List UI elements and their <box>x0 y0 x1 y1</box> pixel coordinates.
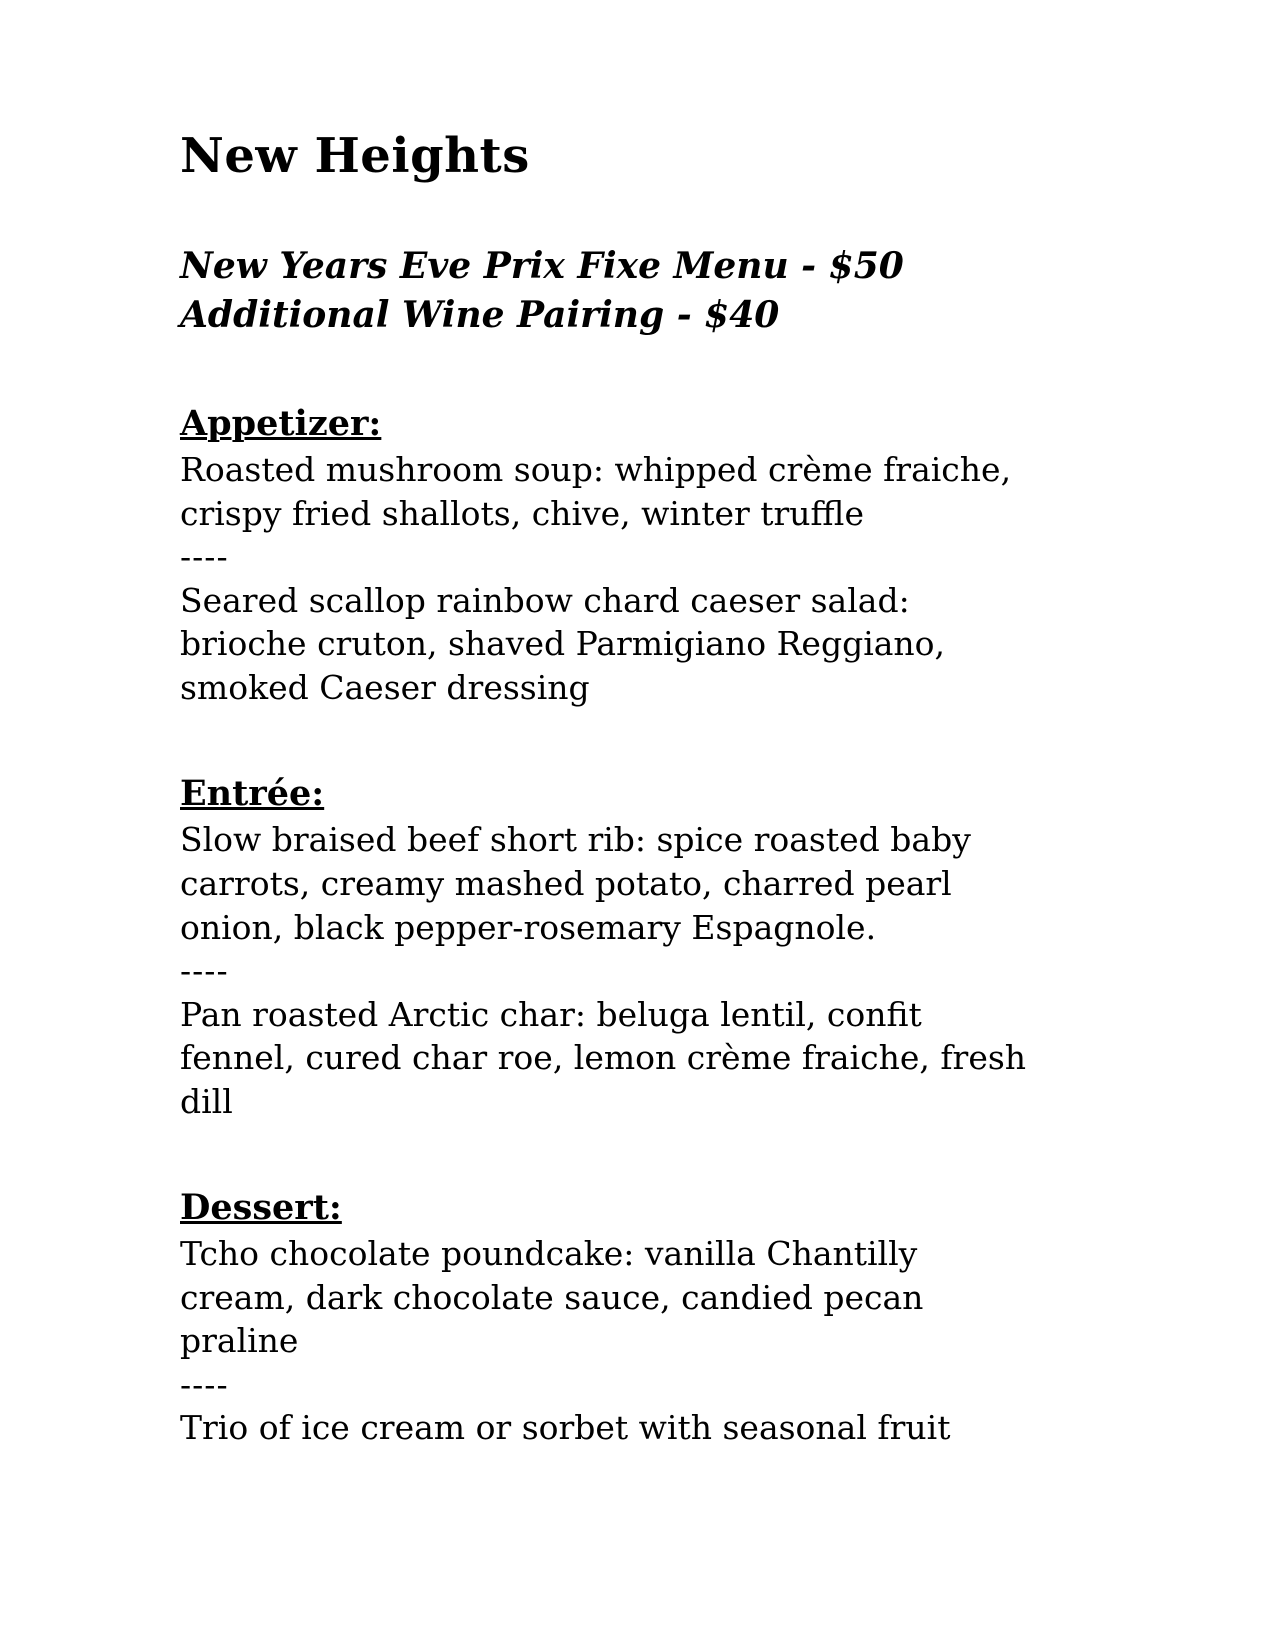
section-appetizer <box>180 403 1040 709</box>
menu-item-arctic-char: Pan roasted Arctic char: beluga lentil, confit fennel, cured char roe, lemon crème fraiche, fresh dill <box>180 994 1027 1121</box>
menu-item-chocolate-poundcake: Tcho chocolate poundcake: vanilla Chantilly cream, dark chocolate sauce, candied pecan praline <box>180 1234 924 1361</box>
menu-content <box>180 128 1040 1450</box>
menu-item-ice-cream-trio: Trio of ice cream or sorbet with seasonal fruit <box>180 1408 951 1448</box>
subtitle-line-price: New Years Eve Prix Fixe Menu - $50 <box>180 245 904 287</box>
item-separator: ---- <box>180 951 229 991</box>
section-entree <box>180 773 1040 1123</box>
section-heading-entree: Entrée: <box>180 773 325 815</box>
menu-item-beef-short-rib: Slow braised beef short rib: spice roasted baby carrots, creamy mashed potato, charred pearl onion, black pepper-rosemary Espagnole. <box>180 820 971 947</box>
menu-item-scallop-salad: Seared scallop rainbow chard caeser salad: brioche cruton, shaved Parmigiano Reggiano, smoked Caeser dressing <box>180 580 946 707</box>
menu-item-mushroom-soup: Roasted mushroom soup: whipped crème fraiche, crispy fried shallots, chive, winter truffle <box>180 450 1012 533</box>
item-separator: ---- <box>180 537 229 577</box>
section-dessert <box>180 1187 1040 1450</box>
subtitle-line-wine-pairing: Additional Wine Pairing - $40 <box>180 293 780 336</box>
section-heading-dessert: Dessert: <box>180 1187 342 1229</box>
restaurant-name: New Heights <box>180 128 530 184</box>
item-separator: ---- <box>180 1364 229 1404</box>
section-heading-appetizer: Appetizer: <box>180 403 382 445</box>
menu-subtitle <box>180 242 1040 339</box>
